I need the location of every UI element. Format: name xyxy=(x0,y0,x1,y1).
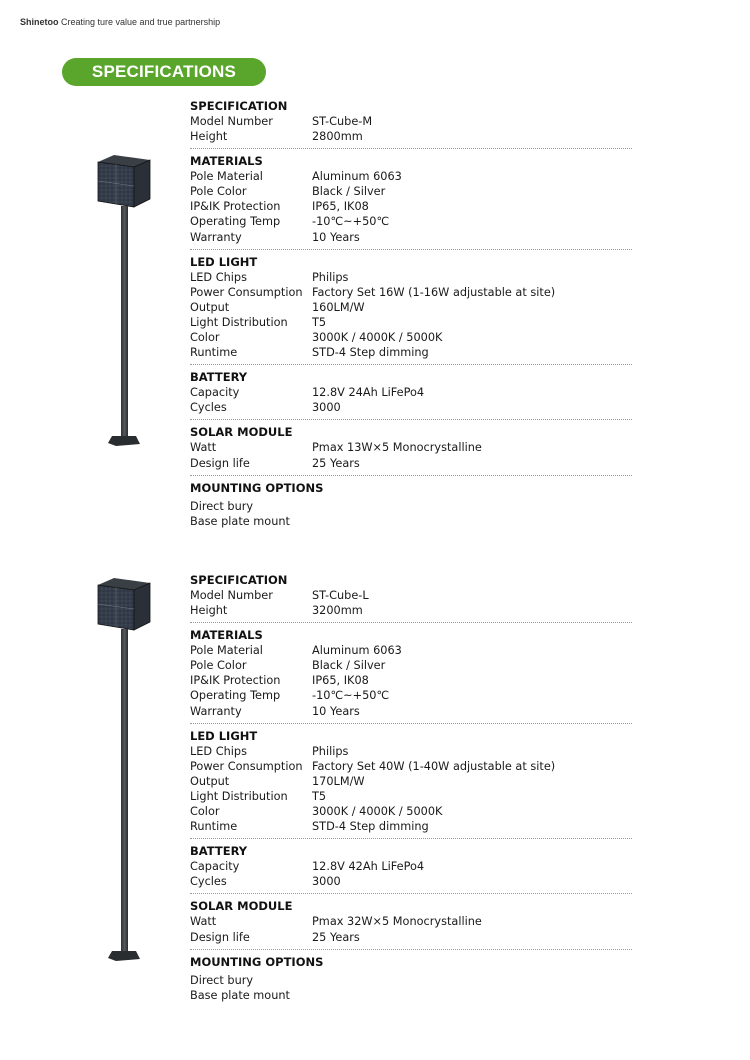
spec-value: Black / Silver xyxy=(312,659,386,673)
spec-value: 160LM/W xyxy=(312,300,365,314)
spec-label: Output xyxy=(190,774,230,788)
spec-value: IP65, IK08 xyxy=(312,674,369,688)
spec-group-materials xyxy=(190,628,632,723)
spec-group-specification xyxy=(190,573,632,623)
page-header xyxy=(20,17,220,27)
spec-label: Output xyxy=(190,300,230,314)
spec-value: Factory Set 40W (1-40W adjustable at site) xyxy=(312,759,556,773)
spec-row xyxy=(190,673,632,688)
spec-row xyxy=(190,199,632,214)
spec-value: Factory Set 16W (1-16W adjustable at site) xyxy=(312,285,556,299)
mounting-options xyxy=(190,955,632,1004)
solar-lamp-illustration-l xyxy=(92,575,154,970)
spec-value: IP65, IK08 xyxy=(312,200,369,214)
spec-row xyxy=(190,859,632,874)
spec-group-title: SPECIFICATION xyxy=(190,99,288,113)
spec-value: 3000K / 4000K / 5000K xyxy=(312,805,443,819)
spec-value: 2800mm xyxy=(312,130,363,144)
spec-row xyxy=(190,345,632,360)
spec-label: Cycles xyxy=(190,875,227,889)
spec-label: Light Distribution xyxy=(190,315,288,329)
spec-label: Pole Material xyxy=(190,170,263,184)
spec-group-title: BATTERY xyxy=(190,844,248,859)
spec-value: -10℃~+50℃ xyxy=(312,215,390,229)
spec-row xyxy=(190,744,632,759)
spec-group-title: BATTERY xyxy=(190,370,248,385)
spec-label: Height xyxy=(190,604,228,618)
spec-label: Warranty xyxy=(190,230,242,244)
specifications-badge: SPECIFICATIONS xyxy=(62,58,266,86)
spec-group-materials xyxy=(190,154,632,249)
spec-label: Watt xyxy=(190,915,217,929)
spec-group-led-light xyxy=(190,729,632,840)
spec-row xyxy=(190,169,632,184)
spec-value: Aluminum 6063 xyxy=(312,170,402,184)
mounting-options xyxy=(190,481,632,530)
spec-label: Operating Temp xyxy=(190,689,281,703)
mounting-option: Base plate mount xyxy=(190,989,290,1003)
spec-value: 12.8V 24Ah LiFePo4 xyxy=(312,386,425,400)
spec-label: Height xyxy=(190,130,228,144)
spec-value: 25 Years xyxy=(312,456,360,470)
spec-row xyxy=(190,300,632,315)
mounting-option: Direct bury xyxy=(190,973,254,987)
spec-label: Color xyxy=(190,331,220,345)
spec-row xyxy=(190,704,632,719)
spec-label: IP&IK Protection xyxy=(190,200,281,214)
spec-row xyxy=(190,588,632,603)
spec-label: Color xyxy=(190,805,220,819)
spec-row xyxy=(190,688,632,703)
spec-label: Design life xyxy=(190,456,250,470)
spec-label: Runtime xyxy=(190,820,238,834)
spec-value: 170LM/W xyxy=(312,774,365,788)
spec-value: Philips xyxy=(312,270,349,284)
spec-group-battery xyxy=(190,844,632,894)
spec-label: Operating Temp xyxy=(190,215,281,229)
spec-label: Model Number xyxy=(190,115,273,128)
spec-group-specification xyxy=(190,99,632,149)
spec-row xyxy=(190,270,632,285)
spec-label: Light Distribution xyxy=(190,789,288,803)
spec-label: Design life xyxy=(190,930,250,944)
spec-row xyxy=(190,914,632,929)
spec-group-led-light xyxy=(190,255,632,366)
spec-label: Pole Color xyxy=(190,659,247,673)
spec-row xyxy=(190,658,632,673)
spec-label: Power Consumption xyxy=(190,759,303,773)
spec-value: 3200mm xyxy=(312,604,363,618)
spec-value: 3000K / 4000K / 5000K xyxy=(312,331,443,345)
mounting-option: Base plate mount xyxy=(190,515,290,529)
spec-label: Pole Color xyxy=(190,185,247,199)
spec-row xyxy=(190,456,632,471)
mounting-options-title: MOUNTING OPTIONS xyxy=(190,954,324,969)
spec-value: STD-4 Step dimming xyxy=(312,820,429,834)
spec-label: Runtime xyxy=(190,346,238,360)
spec-label: Watt xyxy=(190,441,217,455)
brand-tagline: Creating ture value and true partnership xyxy=(61,17,221,27)
spec-row xyxy=(190,230,632,245)
spec-label: Model Number xyxy=(190,589,273,602)
brand-name: Shinetoo xyxy=(20,17,59,27)
spec-label: IP&IK Protection xyxy=(190,674,281,688)
spec-sheet-st-cube-m xyxy=(190,99,632,530)
spec-value: Pmax 13W×5 Monocrystalline xyxy=(312,441,482,455)
spec-value: Aluminum 6063 xyxy=(312,644,402,658)
spec-row xyxy=(190,315,632,330)
spec-row xyxy=(190,819,632,834)
spec-value: -10℃~+50℃ xyxy=(312,689,390,703)
spec-row xyxy=(190,759,632,774)
spec-value: T5 xyxy=(312,789,327,803)
spec-group-title: LED LIGHT xyxy=(190,728,258,743)
spec-group-battery xyxy=(190,370,632,420)
spec-row xyxy=(190,603,632,618)
spec-value: Pmax 32W×5 Monocrystalline xyxy=(312,915,482,929)
spec-row xyxy=(190,385,632,400)
spec-row xyxy=(190,874,632,889)
spec-value: ST-Cube-L xyxy=(312,589,369,602)
mounting-option: Direct bury xyxy=(190,499,254,513)
spec-row xyxy=(190,129,632,144)
spec-row xyxy=(190,774,632,789)
spec-row xyxy=(190,930,632,945)
spec-row xyxy=(190,440,632,455)
spec-group-title: LED LIGHT xyxy=(190,254,258,269)
spec-group-solar-module xyxy=(190,425,632,475)
spec-sheet-st-cube-l xyxy=(190,573,632,1004)
spec-value: 3000 xyxy=(312,401,341,415)
spec-group-title: SOLAR MODULE xyxy=(190,899,293,914)
spec-value: 3000 xyxy=(312,875,341,889)
spec-value: 12.8V 42Ah LiFePo4 xyxy=(312,860,425,874)
spec-row xyxy=(190,789,632,804)
spec-row xyxy=(190,214,632,229)
spec-group-title: SPECIFICATION xyxy=(190,573,288,587)
spec-value: ST-Cube-M xyxy=(312,115,373,128)
spec-label: Capacity xyxy=(190,386,240,400)
spec-value: STD-4 Step dimming xyxy=(312,346,429,360)
spec-value: Black / Silver xyxy=(312,185,386,199)
spec-group-title: SOLAR MODULE xyxy=(190,425,293,440)
spec-row xyxy=(190,804,632,819)
spec-value: Philips xyxy=(312,744,349,758)
spec-label: LED Chips xyxy=(190,744,247,758)
spec-row xyxy=(190,114,632,129)
spec-value: T5 xyxy=(312,315,327,329)
spec-label: LED Chips xyxy=(190,270,247,284)
spec-row xyxy=(190,285,632,300)
spec-group-title: MATERIALS xyxy=(190,154,263,169)
spec-value: 10 Years xyxy=(312,704,360,718)
spec-label: Pole Material xyxy=(190,644,263,658)
spec-row xyxy=(190,184,632,199)
spec-group-title: MATERIALS xyxy=(190,628,263,643)
spec-group-solar-module xyxy=(190,899,632,949)
spec-value: 10 Years xyxy=(312,230,360,244)
solar-lamp-illustration-m xyxy=(92,152,154,454)
spec-row xyxy=(190,400,632,415)
spec-label: Capacity xyxy=(190,860,240,874)
spec-row xyxy=(190,330,632,345)
spec-row xyxy=(190,643,632,658)
spec-value: 25 Years xyxy=(312,930,360,944)
spec-label: Power Consumption xyxy=(190,285,303,299)
spec-label: Warranty xyxy=(190,704,242,718)
mounting-options-title: MOUNTING OPTIONS xyxy=(190,480,324,495)
spec-label: Cycles xyxy=(190,401,227,415)
